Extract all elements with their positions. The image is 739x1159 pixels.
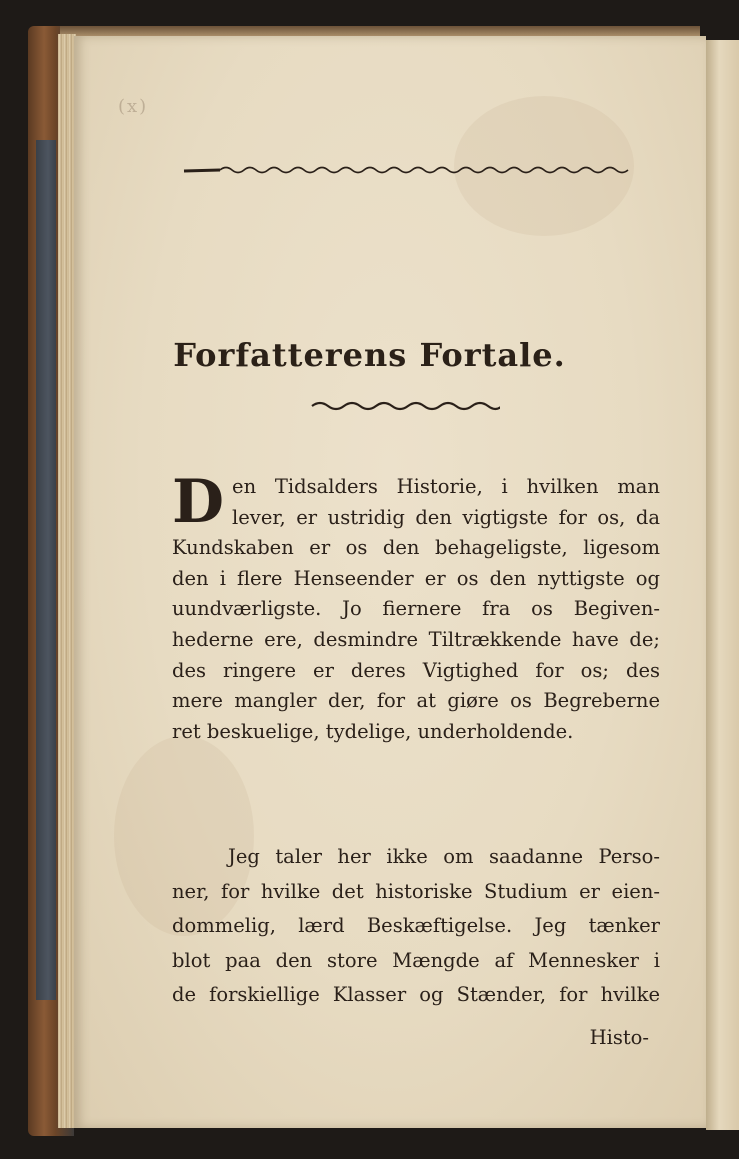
ornamental-rule [180,160,630,180]
text-line: mere mangler der, for at giøre os Begreberne [172,689,660,713]
page-folio: (x) [118,96,149,117]
text-line: den i flere Henseender er os den nyttigste og [172,566,660,590]
text-line: dommelig, lærd Beskæftigelse. Jeg tænker [172,914,660,937]
text-line: blot paa den store Mængde af Mennesker i [172,948,660,972]
book-cover-board [36,140,56,1000]
text-line: Jeg taler her ikke om saadanne Perso- [228,845,660,868]
text-line: Kundskaben er os den behageligste, ligesom [172,536,660,560]
text-line: uundværligste. Jo fiernere fra os Begiven- [172,597,660,621]
facing-page-edge [706,40,739,1130]
page-title: Forfatterens Fortale. [173,336,566,374]
catchword: Histo- [589,1026,649,1049]
drop-capital: D [172,467,225,537]
text-line: ret beskuelige, tydelige, underholdende. [172,719,574,743]
text-line: ner, for hvilke det historiske Studium er eien- [172,879,660,903]
paragraph-1 [172,467,660,747]
paragraph-2 [172,840,660,1013]
text-line: hederne ere, desmindre Tiltrækkende have de; [172,627,660,651]
text-line: des ringere er deres Vigtighed for os; des [172,658,660,682]
title-swash-ornament [310,396,500,414]
text-line: lever, er ustridig den vigtigste for os, da [232,505,660,529]
text-line: de forskiellige Klasser og Stænder, for hvilke [172,983,660,1006]
text-line: en Tidsalders Historie, i hvilken man [232,475,660,498]
